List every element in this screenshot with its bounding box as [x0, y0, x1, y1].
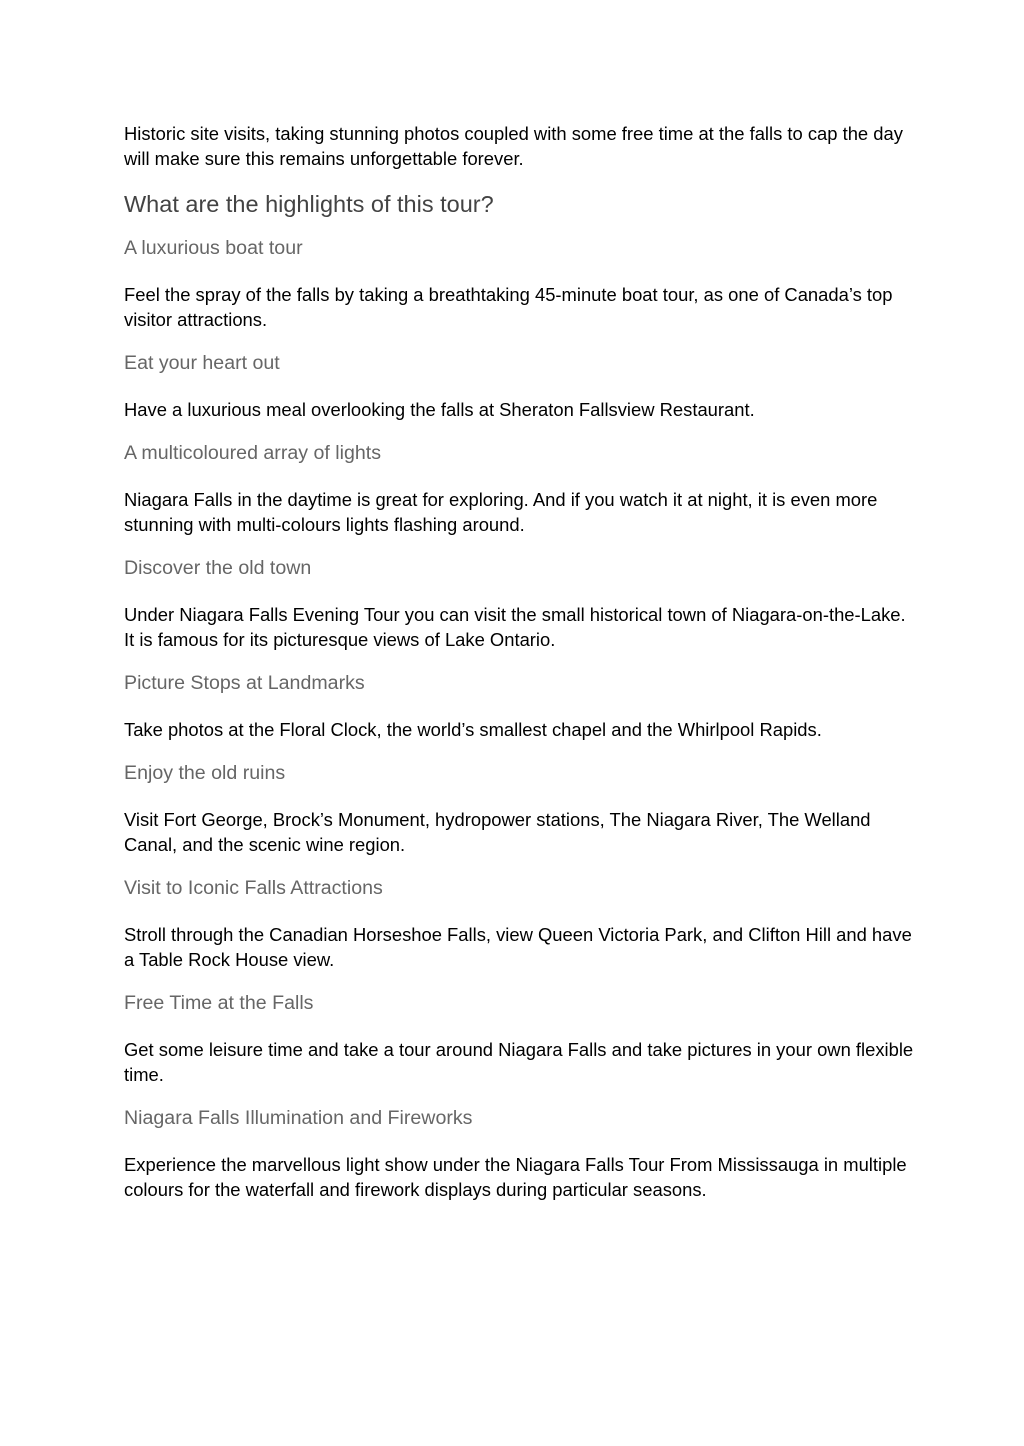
section-body: Under Niagara Falls Evening Tour you can visit the small historical town of Niagara-on-the-Lake. It is famous for its picturesque views of Lake Ontario. — [124, 604, 906, 650]
section-title: A multicoloured array of lights — [124, 442, 382, 464]
section-title: Discover the old town — [124, 557, 312, 579]
section-title: Eat your heart out — [124, 352, 280, 374]
highlight-section-boat-tour — [124, 236, 914, 332]
intro-paragraph: Historic site visits, taking stunning photos coupled with some free time at the falls to cap the day will make sure this remains unforgettable forever. — [124, 123, 903, 169]
document-page — [124, 121, 914, 1202]
highlight-section-old-town — [124, 556, 914, 652]
highlight-section-lights — [124, 441, 914, 537]
section-title: A luxurious boat tour — [124, 237, 303, 259]
highlight-section-meal — [124, 351, 914, 422]
section-title: Visit to Iconic Falls Attractions — [124, 877, 383, 899]
highlight-section-free-time — [124, 991, 914, 1087]
section-body: Get some leisure time and take a tour around Niagara Falls and take pictures in your own flexible time. — [124, 1039, 914, 1085]
section-body: Visit Fort George, Brock’s Monument, hydropower stations, The Niagara River, The Welland Canal, and the scenic wine region. — [124, 809, 871, 855]
section-body: Experience the marvellous light show under the Niagara Falls Tour From Mississauga in multiple colours for the waterfall and firework displays during particular seasons. — [124, 1154, 907, 1200]
highlight-section-iconic-attractions — [124, 876, 914, 972]
section-body: Niagara Falls in the daytime is great for exploring. And if you watch it at night, it is even more stunning with multi-colours lights flashing around. — [124, 489, 878, 535]
section-title: Picture Stops at Landmarks — [124, 672, 365, 694]
highlight-section-fireworks — [124, 1106, 914, 1202]
section-body: Feel the spray of the falls by taking a breathtaking 45-minute boat tour, as one of Canada’s top visitor attractions. — [124, 284, 893, 330]
highlight-section-landmarks — [124, 671, 914, 742]
section-title: Free Time at the Falls — [124, 992, 314, 1014]
section-title: Enjoy the old ruins — [124, 762, 286, 784]
section-body: Have a luxurious meal overlooking the falls at Sheraton Fallsview Restaurant. — [124, 399, 755, 420]
highlight-section-ruins — [124, 761, 914, 857]
section-body: Take photos at the Floral Clock, the world’s smallest chapel and the Whirlpool Rapids. — [124, 719, 822, 740]
section-body: Stroll through the Canadian Horseshoe Falls, view Queen Victoria Park, and Clifton Hill and have a Table Rock House view. — [124, 924, 912, 970]
highlights-heading: What are the highlights of this tour? — [124, 191, 494, 217]
section-title: Niagara Falls Illumination and Fireworks — [124, 1107, 473, 1129]
